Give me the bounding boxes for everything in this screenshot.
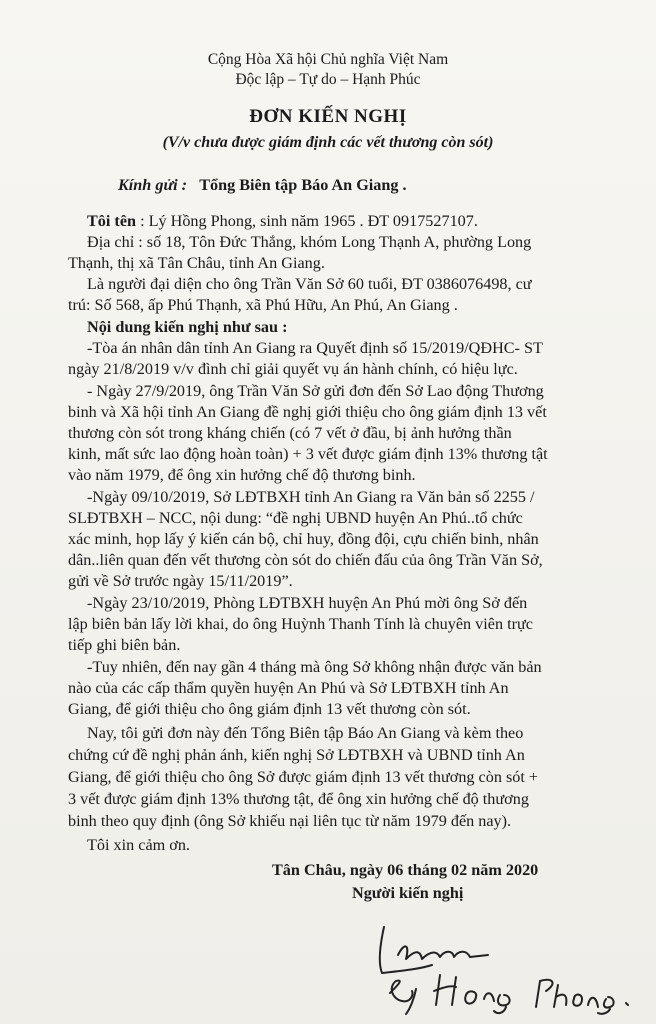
paragraph-5-line2: nào của các cấp thẩm quyền huyện An Phú và Sở LĐTBXH tỉnh An — [68, 679, 509, 697]
paragraph-6-line3: Giang, để giới thiệu cho ông Sở được giám định 13 vết thương còn sót + — [68, 768, 539, 786]
paragraph-3-line1: -Ngày 09/10/2019, Sở LĐTBXH tỉnh An Giang ra Văn bản số 2255 / — [87, 488, 535, 506]
paragraph-4-line3: tiếp ghi biên bản. — [68, 636, 181, 654]
paragraph-2-line5: vào năm 1979, để ông xin hưởng chế độ thương binh. — [68, 466, 416, 484]
place-date: Tân Châu, ngày 06 tháng 02 năm 2020 — [272, 861, 539, 879]
content-heading: Nội dung kiến nghị như sau : — [87, 318, 288, 336]
paragraph-4-line1: -Ngày 23/10/2019, Phòng LĐTBXH huyện An Phú mời ông Sở đến — [87, 594, 528, 612]
name-label: Tôi tên — [87, 212, 137, 230]
paragraph-6-line1: Nay, tôi gửi đơn này đến Tổng Biên tập Báo An Giang và kèm theo — [87, 724, 524, 742]
handwritten-signature — [370, 915, 640, 1015]
paragraph-6-line4: 3 vết được giám định 13% thương tật, để ông xin hưởng chế độ thương — [68, 790, 529, 808]
representative-line2: trú: Số 568, ấp Phú Thạnh, xã Phú Hữu, An Phú, An Giang . — [68, 296, 458, 314]
signer-title: Người kiến nghị — [352, 884, 464, 902]
thanks-line: Tôi xin cảm ơn. — [87, 836, 190, 854]
recipient-line — [118, 175, 407, 195]
paragraph-2-line4: kinh, mất sức lao động hoàn toàn) + 3 vết được giám định 13% thương tật — [68, 445, 548, 463]
paragraph-2-line1: - Ngày 27/9/2019, ông Trần Văn Sở gửi đơn đến Sở Lao động Thương — [87, 382, 544, 400]
paragraph-3-line3: xác minh, họp lấy ý kiến cán bộ, chỉ huy, đồng đội, cựu chiến binh, nhân — [68, 530, 539, 548]
recipient-value: Tổng Biên tập Báo An Giang . — [199, 176, 407, 194]
paragraph-3-line2: SLĐTBXH – NCC, nội dung: “đề nghị UBND huyện An Phú..tổ chức — [68, 509, 523, 527]
paragraph-6-line2: chứng cứ đề nghị phản ánh, kiến nghị Sở LĐTBXH và UBND tỉnh An — [68, 746, 525, 764]
document-subtitle: (V/v chưa được giám định các vết thương còn sót) — [162, 134, 494, 151]
address-line2: Thạnh, thị xã Tân Châu, tỉnh An Giang. — [68, 254, 325, 272]
paragraph-1-line2: ngày 21/8/2019 v/v đình chỉ giải quyết vụ án hành chính, có hiệu lực. — [68, 360, 518, 378]
paragraph-2-line2: binh và Xã hội tỉnh An Giang đề nghị giới thiệu cho ông giám định 13 vết — [68, 403, 547, 421]
paragraph-3-line5: gửi về Sở trước ngày 15/11/2019”. — [68, 572, 293, 590]
paragraph-2-line3: thương còn sót trong kháng chiến (có 7 vết ở đầu, bị ảnh hưởng thần — [68, 424, 512, 442]
document-title: ĐƠN KIẾN NGHỊ — [249, 106, 407, 127]
paragraph-1-line1: -Tòa án nhân dân tỉnh An Giang ra Quyết định số 15/2019/QĐHC- ST — [87, 339, 543, 357]
paragraph-5-line1: -Tuy nhiên, đến nay gần 4 tháng mà ông Sở không nhận được văn bản — [87, 658, 542, 676]
paragraph-6-line5: binh theo quy định (ông Sở khiếu nại liên tục từ năm 1979 đến nay). — [68, 812, 512, 830]
national-motto-line2: Độc lập – Tự do – Hạnh Phúc — [235, 71, 421, 88]
paragraph-4-line2: lập biên bản lấy lời khai, do ông Huỳnh Thanh Tính là chuyên viên trực — [68, 615, 533, 633]
name-value: : Lý Hồng Phong, sinh năm 1965 . ĐT 0917527107. — [140, 212, 478, 230]
paragraph-3-line4: dân..liên quan đến vết thương còn sót do chiến đấu của ông Trần Văn Sở, — [68, 551, 543, 569]
name-line — [87, 211, 478, 231]
address-line1: Địa chỉ : số 18, Tôn Đức Thắng, khóm Long Thạnh A, phường Long — [87, 233, 532, 251]
national-motto-line1: Cộng Hòa Xã hội Chủ nghĩa Việt Nam — [207, 51, 449, 68]
representative-line1: Là người đại diện cho ông Trần Văn Sở 60 tuổi, ĐT 0386076498, cư — [87, 275, 532, 293]
recipient-label: Kính gửi : — [118, 176, 188, 194]
paragraph-5-line3: Giang, để giới thiệu cho ông giám định 13 vết thương còn sót. — [68, 700, 471, 718]
